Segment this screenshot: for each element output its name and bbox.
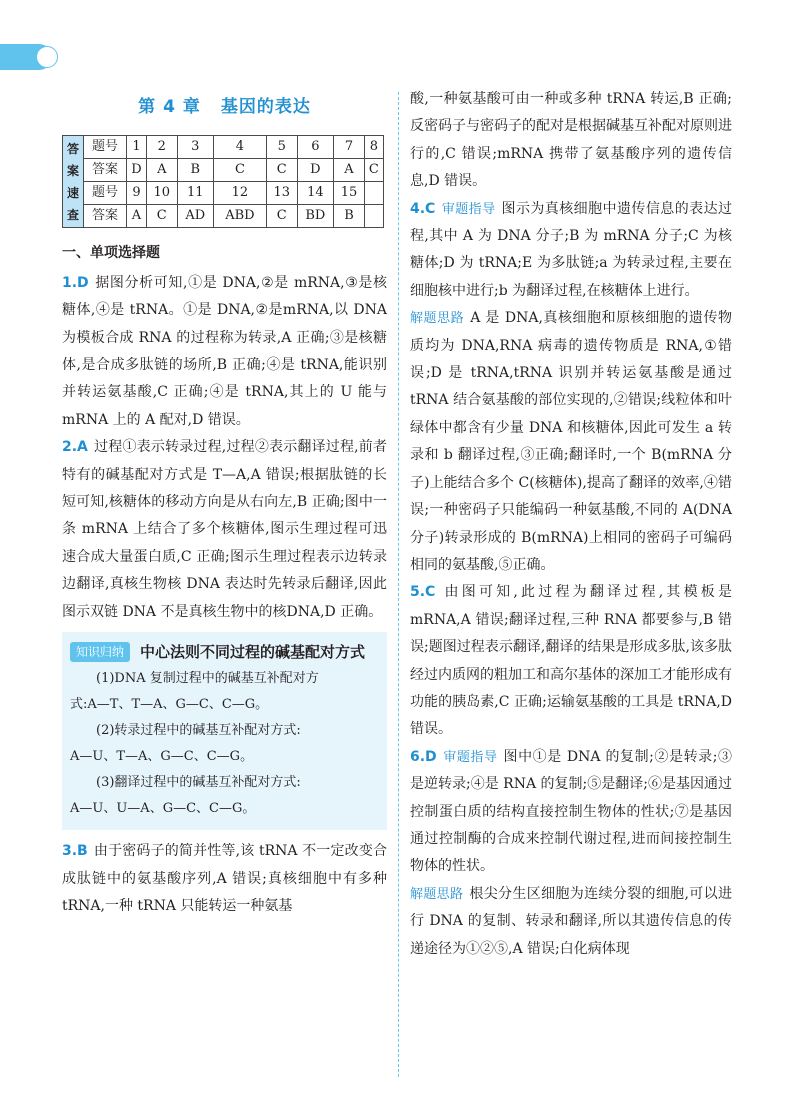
answer-q1 [62, 270, 387, 434]
answer-q3-continued: 酸,一种氨基酸可由一种或多种 tRNA 转运,B 正确;反密码子与密码子的配对是根据碱基互补配对原则进行的,C 错误;mRNA 携带了氨基酸序列的遗传信息,D 错误。 [410, 91, 732, 190]
knowledge-line: A—U、T—A、G—C、C—G。 [70, 749, 254, 765]
answer-q4-solution [410, 305, 732, 579]
table-cell: 8 [364, 136, 383, 159]
knowledge-title: 中心法则不同过程的碱基配对方式 [140, 643, 366, 662]
table-cell: AD [177, 205, 213, 228]
table-cell: C [364, 159, 383, 182]
answer-text: 由图可知,此过程为翻译过程,其模板是 mRNA,A 错误;翻译过程,三种 RNA 都要参与,B 错误;题图过程表示翻译,翻译的结果是形成多肽,该多肽经过内质网的粗加工和高尔基体的深加工才能形成有功能的胰岛素,C 正确;运输氨基酸的工具是 tRNA,D 错误。 [410, 584, 732, 738]
table-cell: A [127, 205, 147, 228]
table-cell: 13 [266, 182, 297, 205]
table-cell: 3 [177, 136, 213, 159]
table-cell: 4 [213, 136, 266, 159]
table-cell: A [146, 159, 177, 182]
table-cell: C [266, 159, 297, 182]
answer-q2 [62, 434, 387, 626]
solution-idea-tag: 解题思路 [410, 886, 464, 902]
table-cell: 7 [334, 136, 365, 159]
table-cell: 12 [213, 182, 266, 205]
table-cell: 11 [177, 182, 213, 205]
answer-table-side-label: 答案速查 [63, 136, 84, 228]
question-number: 5.C [410, 584, 436, 601]
table-cell: 5 [266, 136, 297, 159]
table-cell: D [127, 159, 147, 182]
table-cell: D [297, 159, 334, 182]
table-cell [364, 205, 383, 228]
column-divider [398, 92, 399, 1077]
knowledge-line: (2)转录过程中的碱基互补配对方式: [96, 723, 301, 739]
chapter-number: 第 4 章 [138, 97, 201, 117]
table-cell: B [177, 159, 213, 182]
review-guide-tag: 审题指导 [442, 749, 498, 765]
table-cell: C [146, 205, 177, 228]
right-column [410, 86, 732, 963]
table-cell [364, 182, 383, 205]
row-label: 答案 [84, 205, 127, 228]
knowledge-tag: 知识归纳 [70, 642, 130, 662]
row-label: 题号 [84, 182, 127, 205]
answer-text: A 是 DNA,真核细胞和原核细胞的遗传物质均为 DNA,RNA 病毒的遗传物质是 RNA,①错误;D 是 tRNA,tRNA 识别并转运氨基酸是通过 tRNA 结合氨基酸的部位实现的,②错误;线粒体和叶绿体中都含有少量 DNA 和核糖体,因此可发生 a 转录和 b 翻译过程,③正确;翻译时,一个 B(mRNA 分子)上能结合多个 C(核糖体),提高了翻译的效率,④错误;一种密码子只能编码一种氨基酸,不同的 A(DNA 分子)转录形成的 B(mRNA)上相同的密码子可编码相同的氨基酸,⑤正确。 [410, 310, 732, 573]
answer-text: 图中①是 DNA 的复制;②是转录;③是逆转录;④是 RNA 的复制;⑤是翻译;⑥是基因通过控制蛋白质的结构直接控制生物体的性状;⑦是基因通过控制酶的合成来控制代谢过程,进而间接控制生物体的性状。 [410, 748, 732, 875]
answer-q4 [410, 196, 732, 306]
knowledge-line: (3)翻译过程中的碱基互补配对方式: [96, 775, 301, 791]
answer-text: 由于密码子的简并性等,该 tRNA 不一定改变合成肽链中的氨基酸序列,A 错误;真核细胞中有多种 tRNA,一种 tRNA 只能转运一种氨基 [62, 843, 387, 914]
answer-text: 图示为真核细胞中遗传信息的表达过程,其中 A 为 DNA 分子;B 为 mRNA 分子;C 为核糖体;D 为 tRNA;E 为多肽链;a 为转录过程,主要在细胞核中进行;b 为翻译过程,在核糖体上进行。 [410, 200, 732, 299]
answer-q6-solution [410, 881, 732, 963]
review-guide-tag: 审题指导 [441, 201, 496, 217]
table-cell: 14 [297, 182, 334, 205]
knowledge-line: 式:A—T、T—A、G—C、C—G。 [70, 697, 269, 713]
section-heading: 一、单项选择题 [62, 245, 160, 262]
answer-q5 [410, 579, 732, 743]
answer-text: 过程①表示转录过程,过程②表示翻译过程,前者特有的碱基配对方式是 T—A,A 错误;根据肽链的长短可知,核糖体的移动方向是从右向左,B 正确;图中一条 mRNA 上结合了多个核糖体,图示生理过程可迅速合成大量蛋白质,C 正确;图示生理过程表示边转录边翻译,真核生物核 DNA 表达时先转录后翻译,因此图示双链 DNA 不是真核生物中的核DNA,D 正确。 [62, 439, 387, 620]
answer-text: 根尖分生区细胞为连续分裂的细胞,可以进行 DNA 的复制、转录和翻译,所以其遗传信息的传递途径为①②⑤,A 错误;白化病体现 [410, 885, 732, 957]
table-cell: 1 [127, 136, 147, 159]
knowledge-line: (1)DNA 复制过程中的碱基互补配对方 [96, 671, 319, 687]
question-number: 3.B [62, 843, 88, 860]
knowledge-summary-box [62, 632, 387, 830]
table-cell: 10 [146, 182, 177, 205]
knowledge-line: A—U、U—A、G—C、C—G。 [70, 801, 256, 817]
table-cell: 15 [334, 182, 365, 205]
table-cell: B [334, 205, 365, 228]
table-cell: C [266, 205, 297, 228]
solution-idea-tag: 解题思路 [410, 311, 465, 327]
table-cell: 6 [297, 136, 334, 159]
left-column [62, 90, 387, 920]
page-tab-dot [36, 46, 58, 68]
answer-q6 [410, 744, 732, 881]
table-cell: 2 [146, 136, 177, 159]
row-label: 答案 [84, 159, 127, 182]
answer-table [62, 135, 384, 228]
answer-text: 据图分析可知,①是 DNA,②是 mRNA,③是核糖体,④是 tRNA。①是 DNA,②是mRNA,以 DNA 为模板合成 RNA 的过程称为转录,A 正确;③是核糖体,是合成多肽链的场所,B 正确;④是 tRNA,能识别并转运氨基酸,C 正确;④是 tRNA,其上的 U 能与 mRNA 上的 A 配对,D 错误。 [62, 274, 387, 428]
answer-q3 [62, 838, 387, 920]
table-cell: BD [297, 205, 334, 228]
table-cell: ABD [213, 205, 266, 228]
table-cell: C [213, 159, 266, 182]
question-number: 1.D [62, 274, 89, 291]
question-number: 2.A [62, 439, 88, 456]
question-number: 6.D [410, 748, 437, 765]
chapter-name: 基因的表达 [220, 97, 311, 117]
chapter-title [62, 94, 387, 121]
table-cell: A [334, 159, 365, 182]
question-number: 4.C [410, 200, 436, 217]
row-label: 题号 [84, 136, 127, 159]
table-cell: 9 [127, 182, 147, 205]
